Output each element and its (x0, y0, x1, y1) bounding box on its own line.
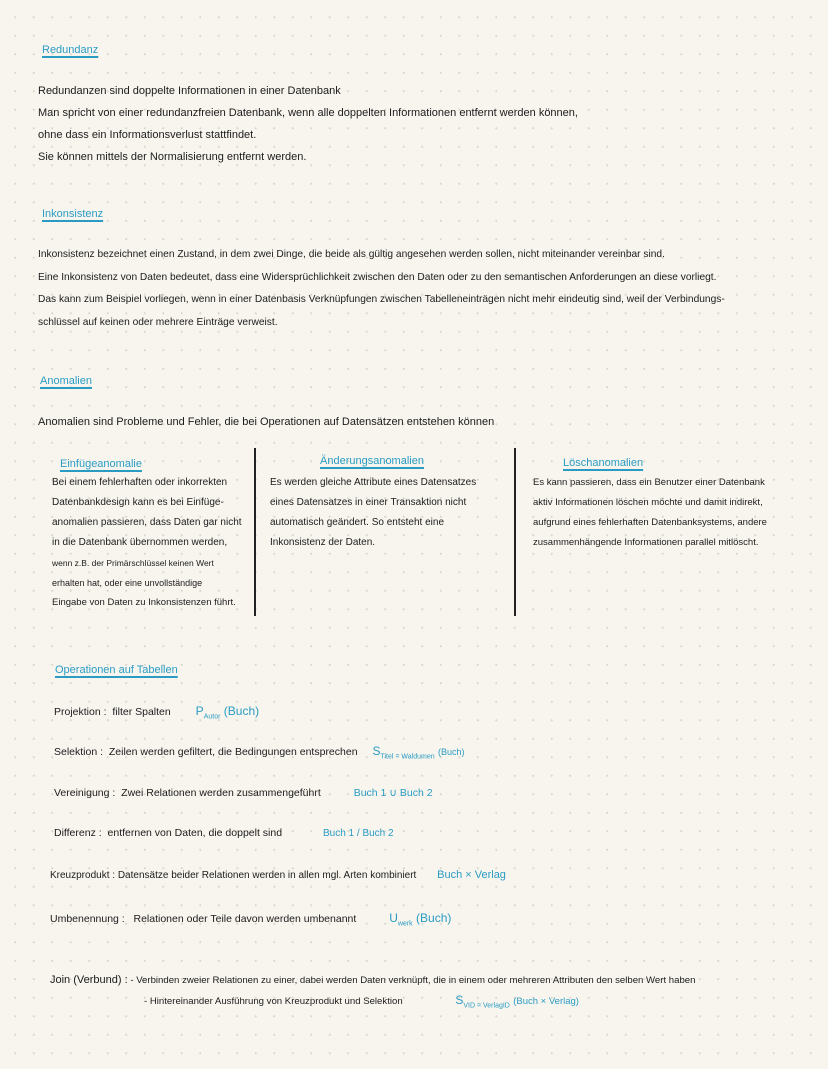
heading-operationen: Operationen auf Tabellen (55, 664, 178, 676)
text-line: Eine Inkonsistenz von Daten bedeutet, dass eine Widersprüchlichkeit zwischen den Daten oder zu den semantischen Anforderungen an diese vorliegt. (38, 271, 717, 283)
op-label: Selektion : (54, 746, 104, 758)
text-line: Inkonsistenz der Daten. (270, 537, 376, 548)
op-description: Zeilen werden gefiltert, die Bedingungen entsprechen (108, 746, 358, 758)
op-description: Zwei Relationen werden zusammengeführt (121, 787, 321, 799)
aenderungsanomalien-text (270, 473, 476, 553)
op-description: Datensätze beider Relationen werden in allen mgl. Arten kombiniert (117, 870, 417, 881)
text-line: ohne dass ein Informationsverlust stattfindet. (38, 129, 257, 141)
op-formula (389, 911, 452, 928)
text-line: Inkonsistenz bezeichnet einen Zustand, in dem zwei Dinge, die beide als gültig angesehen werden sollen, nicht miteinander vereinbar sind. (38, 249, 665, 260)
text-line: wenn z.B. der Primärschlüssel keinen Wert (52, 558, 214, 568)
op-vereinigung (54, 787, 433, 799)
formula-subscript: werk (397, 920, 413, 928)
op-label: Projektion : (54, 706, 107, 718)
text-line: schlüssel auf keinen oder mehrere Einträge verweist. (38, 316, 278, 328)
formula-operator: P (195, 704, 204, 718)
formula-operator: S (455, 993, 464, 1007)
text-line: aufgrund eines fehlerhaften Datenbanksystems, andere (533, 517, 767, 528)
op-formula: Buch 1 / Buch 2 (322, 828, 394, 839)
text-line: Redundanzen sind doppelte Informationen in einer Datenbank (38, 85, 341, 97)
text-line: Bei einem fehlerhaften oder inkorrekten (52, 477, 228, 488)
op-differenz (54, 827, 394, 839)
op-join (50, 970, 695, 991)
text-line: aktiv Informationen löschen möchte und damit indirekt, (533, 497, 763, 508)
text-line: Es werden gleiche Attribute eines Datensatzes (270, 477, 477, 488)
op-formula (195, 704, 260, 721)
formula-argument: (Buch) (416, 911, 452, 925)
op-kreuzprodukt (50, 869, 506, 881)
op-description: Relationen oder Teile davon werden umbenannt (133, 913, 357, 925)
op-selektion (54, 744, 464, 760)
inkonsistenz-text (38, 244, 725, 334)
loeschanomalien-text (533, 473, 767, 553)
op-formula (455, 993, 579, 1010)
formula-subscript: Autor (203, 713, 221, 721)
op-description: filter Spalten (112, 706, 171, 718)
op-label: Join (Verbund) : (50, 974, 128, 986)
heading-inkonsistenz: Inkonsistenz (42, 208, 104, 220)
formula-subscript: Titel = Waldumen (380, 753, 435, 761)
text-line: automatisch geändert. So entsteht eine (270, 517, 445, 528)
text-line: zusammenhängende Informationen parallel mitlöscht. (533, 537, 759, 548)
heading-loeschanomalien: Löschanomalien (563, 457, 644, 469)
redundanz-text (38, 80, 578, 168)
text-line: Das kann zum Beispiel vorliegen, wenn in einer Datenbasis Verknüpfungen zwischen Tabelleneinträgen nicht mehr eindeutig sind, weil der Verbindungs- (38, 294, 725, 305)
op-formula: Buch × Verlag (437, 869, 506, 881)
column-divider (514, 448, 516, 616)
op-formula (372, 744, 465, 761)
op-description: - Verbinden zweier Relationen zu einer, dabei werden Daten verknüpft, die in einem oder mehreren Attributen den selben Wert haben (130, 975, 696, 986)
text-line: anomalien passieren, dass Daten gar nicht (52, 517, 242, 528)
op-formula: Buch 1 ∪ Buch 2 (353, 787, 433, 799)
heading-aenderungsanomalien: Änderungsanomalien (320, 455, 424, 467)
formula-operator: S (372, 744, 381, 758)
text-line: in die Datenbank übernommen werden, (52, 537, 228, 548)
text-line: Man spricht von einer redundanzfreien Datenbank, wenn alle doppelten Informationen entfernt werden können, (38, 107, 578, 119)
heading-anomalien: Anomalien (40, 375, 92, 387)
op-umbenennung (50, 911, 451, 927)
op-description: entfernen von Daten, die doppelt sind (107, 827, 283, 839)
column-divider (254, 448, 256, 616)
op-description: - Hintereinander Ausführung von Kreuzprodukt und Selektion (144, 996, 403, 1007)
formula-argument: (Buch) (437, 747, 465, 757)
text-line: Sie können mittels der Normalisierung entfernt werden. (38, 151, 307, 163)
formula-argument: (Buch) (223, 704, 260, 718)
formula-subscript: VID = VerlagID (463, 1002, 510, 1010)
op-projektion (54, 704, 259, 720)
formula-argument: (Buch × Verlag) (513, 996, 579, 1007)
text-line: Datenbankdesign kann es bei Einfüge- (52, 497, 224, 508)
op-join-line2 (144, 990, 579, 1016)
heading-einfuegeanomalie: Einfügeanomalie (60, 458, 142, 470)
einfuegeanomalie-text (52, 473, 242, 613)
anomalien-intro: Anomalien sind Probleme und Fehler, die bei Operationen auf Datensätzen entstehen können (38, 416, 495, 428)
formula-operator: U (389, 911, 398, 925)
text-line: erhalten hat, oder eine unvollständige (52, 578, 203, 588)
text-line: eines Datensatzes in einer Transaktion nicht (270, 497, 467, 508)
op-label: Umbenennung : (50, 913, 125, 925)
text-line: Eingabe von Daten zu Inkonsistenzen führt. (52, 597, 236, 608)
text-line: Es kann passieren, dass ein Benutzer einer Datenbank (533, 477, 765, 488)
op-label: Kreuzprodukt : (50, 870, 116, 881)
heading-redundanz: Redundanz (42, 44, 99, 56)
op-label: Vereinigung : (54, 787, 116, 799)
op-label: Differenz : (54, 827, 102, 839)
